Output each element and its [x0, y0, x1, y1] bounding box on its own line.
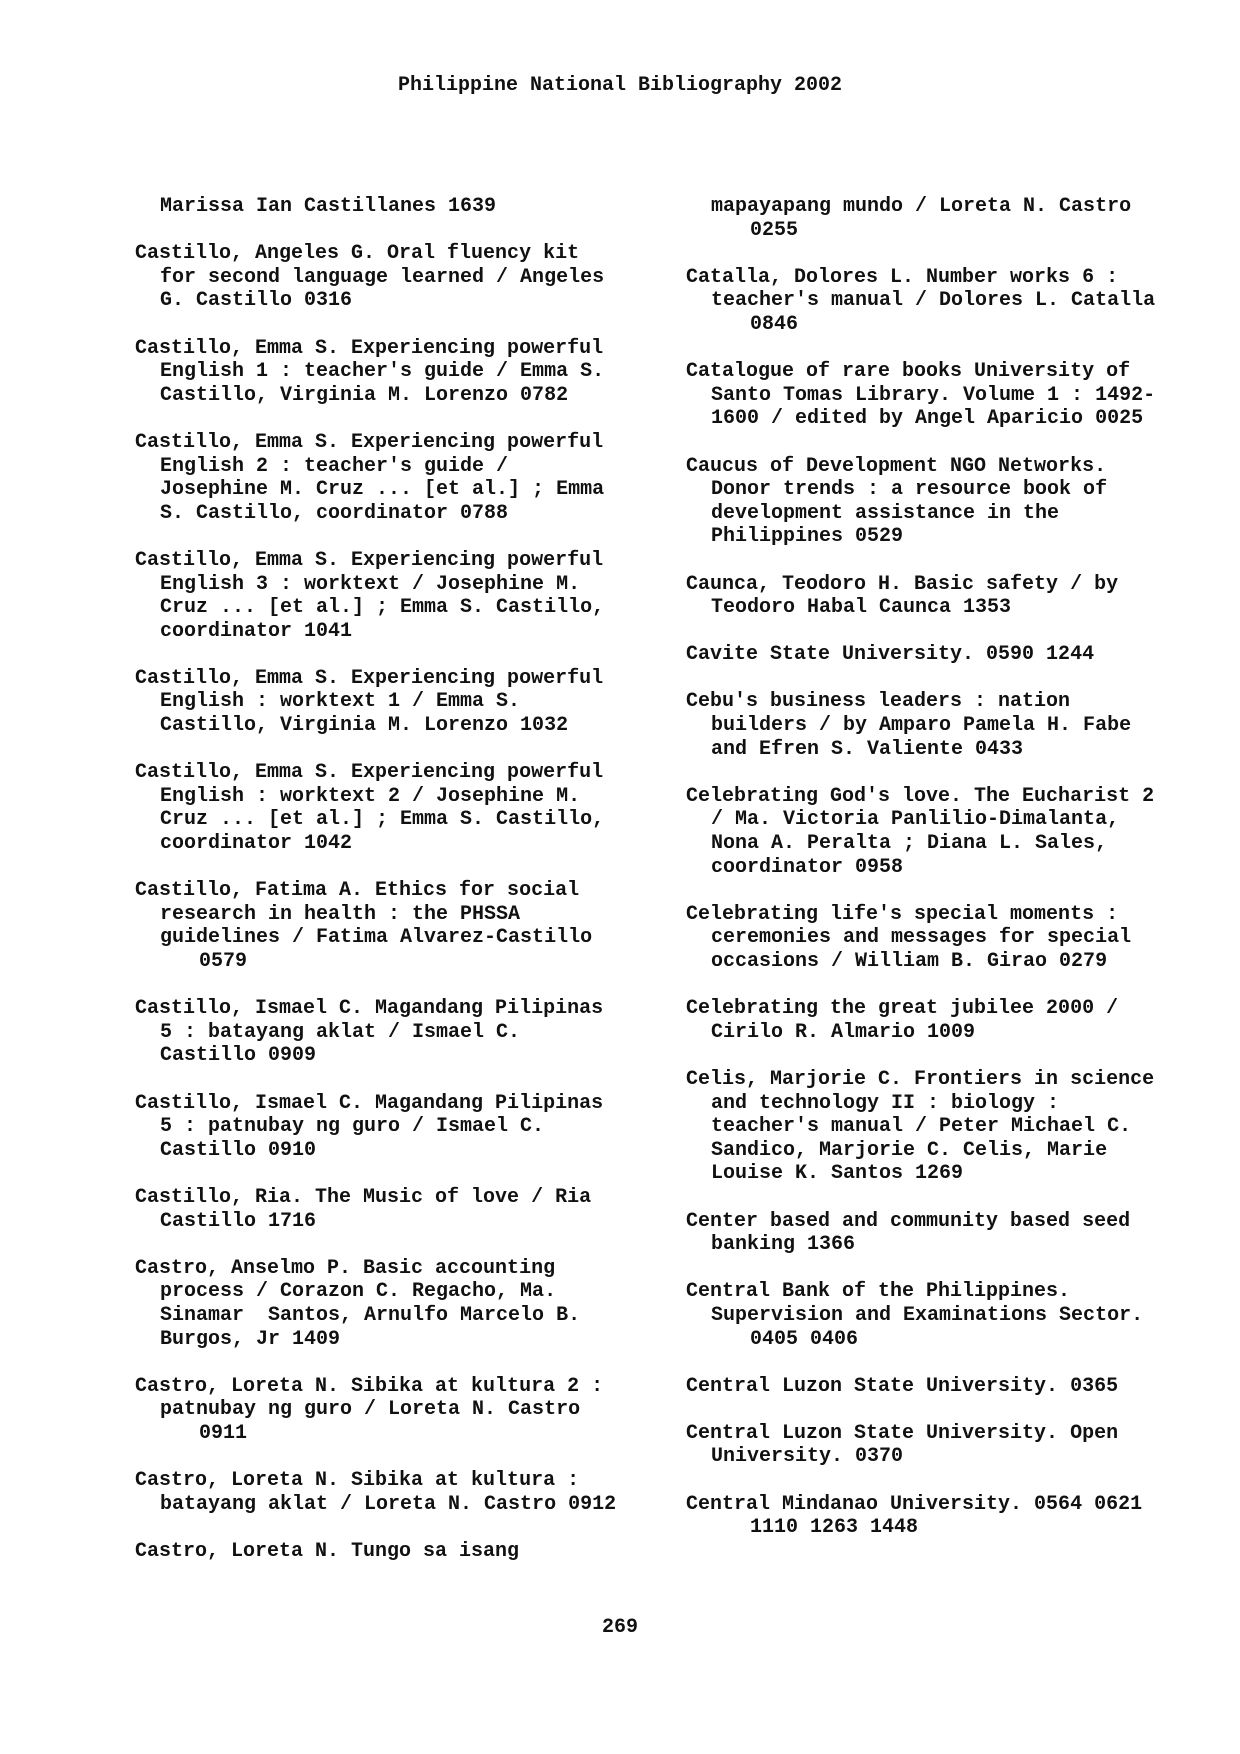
bibliography-entry [686, 643, 1206, 667]
entry-line: coordinator 0958 [711, 855, 904, 879]
entry-line: Cirilo R. Almario 1009 [711, 1020, 976, 1044]
entry-line: teacher's manual / Peter Michael C. [711, 1115, 1132, 1139]
entry-line: Burgos, Jr 1409 [160, 1327, 341, 1351]
entry-line: Castro, Loreta N. Sibika at kultura 2 : [135, 1374, 604, 1398]
bibliography-entry [135, 1469, 655, 1516]
bibliography-entry [135, 1375, 655, 1446]
entry-line: Castillo 0909 [160, 1044, 317, 1068]
entry-line: Castillo, Emma S. Experiencing powerful [135, 666, 604, 690]
entry-line: Teodoro Habal Caunca 1353 [711, 596, 1012, 620]
entry-line: coordinator 1042 [160, 832, 353, 856]
entry-line: 0846 [750, 312, 799, 336]
entry-line: coordinator 1041 [160, 619, 353, 643]
bibliography-entry [135, 1540, 655, 1564]
entry-line: process / Corazon C. Regacho, Ma. [160, 1280, 557, 1304]
entry-line: Castillo 1716 [160, 1209, 317, 1233]
entry-line: Castillo, Virginia M. Lorenzo 1032 [160, 714, 569, 738]
entry-line: Castillo 0910 [160, 1138, 317, 1162]
entry-line: guidelines / Fatima Alvarez-Castillo [160, 926, 593, 950]
bibliography-entry [686, 785, 1206, 879]
entry-line: banking 1366 [711, 1233, 856, 1257]
entry-line: development assistance in the [711, 501, 1060, 525]
entry-line: Catalla, Dolores L. Number works 6 : [686, 265, 1119, 289]
entry-line: S. Castillo, coordinator 0788 [160, 501, 509, 525]
bibliography-entry [686, 1493, 1206, 1540]
page-header: Philippine National Bibliography 2002 [397, 74, 843, 97]
bibliography-entry [135, 195, 655, 219]
bibliography-entry [135, 997, 655, 1068]
entry-line: Caucus of Development NGO Networks. [686, 454, 1107, 478]
entry-line: English : worktext 1 / Emma S. [160, 690, 521, 714]
entry-line: Marissa Ian Castillanes 1639 [160, 195, 497, 218]
entry-line: English 3 : worktext / Josephine M. [160, 572, 581, 596]
entry-line: Josephine M. Cruz ... [et al.] ; Emma [160, 478, 605, 502]
entry-line: Castillo, Emma S. Experiencing powerful [135, 548, 604, 572]
entry-line: Castillo, Emma S. Experiencing powerful [135, 336, 604, 360]
entry-line: Castillo, Angeles G. Oral fluency kit [135, 242, 580, 266]
entry-line: English 1 : teacher's guide / Emma S. [160, 360, 605, 384]
entry-line: and Efren S. Valiente 0433 [711, 737, 1024, 761]
bibliography-entry [135, 549, 655, 643]
entry-line: batayang aklat / Loreta N. Castro 0912 [160, 1492, 617, 1516]
bibliography-entry [135, 431, 655, 525]
bibliography-entry [135, 242, 655, 313]
entry-line: occasions / William B. Girao 0279 [711, 950, 1108, 973]
entry-line: Castillo, Virginia M. Lorenzo 0782 [160, 383, 569, 407]
entry-line: patnubay ng guro / Loreta N. Castro [160, 1398, 581, 1422]
entry-line: builders / by Amparo Pamela H. Fabe [711, 714, 1132, 738]
entry-line: Central Mindanao University. 0564 0621 [686, 1492, 1143, 1516]
entry-line: Central Luzon State University. 0365 [686, 1374, 1119, 1398]
entry-line: Cruz ... [et al.] ; Emma S. Castillo, [160, 596, 605, 620]
page-number: 269 [601, 1616, 638, 1639]
entry-line: Nona A. Peralta ; Diana L. Sales, [711, 832, 1108, 856]
bibliography-entry [135, 879, 655, 973]
entry-line: ceremonies and messages for special [711, 926, 1132, 950]
entry-line: Cavite State University. 0590 1244 [686, 643, 1095, 667]
entry-line: English : worktext 2 / Josephine M. [160, 784, 581, 808]
entry-line: Castro, Loreta N. Sibika at kultura : [135, 1469, 580, 1493]
entry-line: Castillo, Emma S. Experiencing powerful [135, 430, 604, 454]
entry-line: G. Castillo 0316 [160, 289, 353, 313]
entry-line: Cebu's business leaders : nation [686, 690, 1071, 714]
entry-line: 0255 [750, 218, 799, 242]
entry-line: Celebrating the great jubilee 2000 / [686, 997, 1119, 1021]
entry-line: Celebrating life's special moments : [686, 902, 1119, 926]
entry-line: Castillo, Emma S. Experiencing powerful [135, 761, 604, 785]
entry-line: Castillo, Ismael C. Magandang Pilipinas [135, 997, 604, 1021]
bibliography-entry [686, 1375, 1206, 1399]
bibliography-entry [686, 195, 1206, 242]
entry-line: Santo Tomas Library. Volume 1 : 1492- [711, 383, 1156, 407]
bibliography-entry [686, 266, 1206, 337]
entry-line: Castillo, Fatima A. Ethics for social [135, 879, 580, 903]
entry-line: / Ma. Victoria Panlilio-Dimalanta, [711, 808, 1120, 832]
entry-line: Castro, Anselmo P. Basic accounting [135, 1256, 556, 1280]
entry-line: 5 : batayang aklat / Ismael C. [160, 1020, 521, 1044]
bibliography-entry [135, 1257, 655, 1351]
bibliography-entry [135, 667, 655, 738]
bibliography-entry [135, 1186, 655, 1233]
entry-line: Louise K. Santos 1269 [711, 1162, 964, 1186]
entry-line: Supervision and Examinations Sector. [711, 1303, 1144, 1327]
entry-line: research in health : the PHSSA [160, 902, 521, 926]
entry-line: Castillo, Ria. The Music of love / Ria [135, 1185, 592, 1209]
bibliography-entry [686, 573, 1206, 620]
entry-line: Sandico, Marjorie C. Celis, Marie [711, 1138, 1108, 1162]
entry-line: mapayapang mundo / Loreta N. Castro [711, 195, 1132, 218]
entry-line: 5 : patnubay ng guro / Ismael C. [160, 1115, 545, 1139]
entry-line: and technology II : biology : [711, 1091, 1060, 1115]
entry-line: Castro, Loreta N. Tungo sa isang [135, 1539, 520, 1563]
bibliography-entry [135, 1092, 655, 1163]
entry-line: 0911 [199, 1421, 248, 1445]
entry-line: teacher's manual / Dolores L. Catalla [711, 289, 1156, 313]
entry-line: 1110 1263 1448 [750, 1516, 919, 1540]
entry-line: Central Luzon State University. Open [686, 1421, 1119, 1445]
entry-line: 0405 0406 [750, 1327, 859, 1351]
entry-line: 1600 / edited by Angel Aparicio 0025 [711, 407, 1144, 431]
bibliography-entry [686, 455, 1206, 549]
entry-line: University. 0370 [711, 1445, 904, 1469]
entry-line: Celis, Marjorie C. Frontiers in science [686, 1067, 1155, 1091]
entry-line: Philippines 0529 [711, 525, 904, 549]
bibliography-entry [686, 690, 1206, 761]
entry-line: Sinamar Santos, Arnulfo Marcelo B. [160, 1303, 581, 1327]
entry-line: English 2 : teacher's guide / [160, 454, 509, 478]
bibliography-entry [686, 1068, 1206, 1186]
bibliography-entry [686, 903, 1206, 974]
bibliography-entry [686, 997, 1206, 1044]
entry-line: for second language learned / Angeles [160, 265, 605, 289]
bibliography-entry [686, 360, 1206, 431]
entry-line: Celebrating God's love. The Eucharist 2 [686, 784, 1155, 808]
entry-line: Catalogue of rare books University of [686, 360, 1131, 384]
entry-line: 0579 [199, 950, 248, 973]
entry-line: Donor trends : a resource book of [711, 478, 1108, 502]
entry-line: Castillo, Ismael C. Magandang Pilipinas [135, 1091, 604, 1115]
right-column [686, 195, 1206, 1540]
entry-line: Central Bank of the Philippines. [686, 1280, 1071, 1304]
bibliography-entry [686, 1280, 1206, 1351]
entry-line: Caunca, Teodoro H. Basic safety / by [686, 572, 1119, 596]
bibliography-entry [135, 761, 655, 855]
bibliography-entry [686, 1210, 1206, 1257]
bibliography-entry [686, 1422, 1206, 1469]
left-column [135, 195, 655, 1563]
bibliography-entry [135, 337, 655, 408]
entry-line: Cruz ... [et al.] ; Emma S. Castillo, [160, 808, 605, 832]
entry-line: Center based and community based seed [686, 1209, 1131, 1233]
